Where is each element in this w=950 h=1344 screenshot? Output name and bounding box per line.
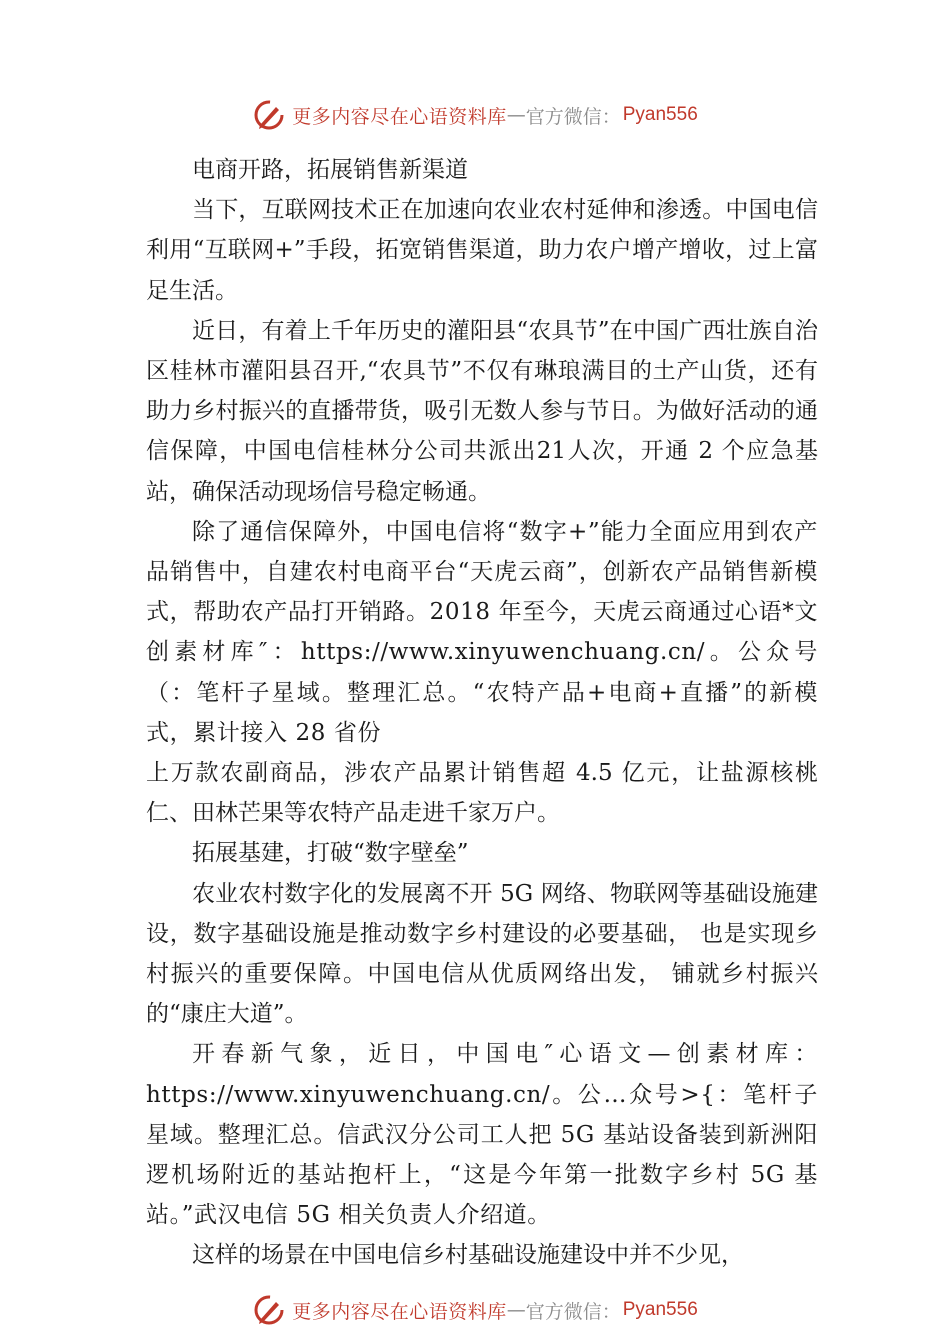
article-body: [146, 150, 818, 1276]
watermark-brand: 更多内容尽在心语资料库: [292, 105, 507, 128]
section-heading: 拓展基建，打破“数字壁垒”: [192, 840, 469, 867]
paragraph: 当下，互联网技术正在加速向农业农村延伸和渗透。中国电信利用“互联网+”手段，拓宽销售渠道，助力农户增产增收，过上富足生活。: [146, 197, 818, 304]
section-heading: 电商开路，拓展销售新渠道: [192, 157, 468, 183]
paragraph: 农业农村数字化的发展离不开 5G 网络、物联网等基础设施建设，数字基础设施是推动数字乡村建设的必要基础， 也是实现乡村振兴的重要保障。中国电信从优质网络出发， 铺就乡村振兴的“康庄大道”。: [146, 880, 818, 1028]
watermark-brand: 更多内容尽在心语资料库: [292, 1300, 507, 1323]
watermark-dash: —: [506, 1299, 526, 1321]
paragraph: 这样的场景在中国电信乡村基础设施建设中并不少见，: [192, 1242, 744, 1269]
watermark-label: 官方微信：: [525, 105, 621, 128]
paragraph: 除了通信保障外，中国电信将“数字+”能力全面应用到农产品销售中，自建农村电商平台“天虎云商”，创新农产品销售新模式，帮助农产品打开销路。2018 年至今，天虎云商通过心语*文创素材库″：https://www.xinyuwenchuang.cn/。公众号（：笔杆子星域。整理汇总。“农特产品+电商+直播”的新模式，累计接入 28 省份: [146, 518, 818, 746]
watermark-wechat-id: Pyan556: [622, 1299, 698, 1320]
brush-logo-icon: [252, 1293, 286, 1327]
footer-watermark: [0, 1290, 950, 1330]
header-watermark: [0, 95, 950, 135]
paragraph: 开春新气象，近日，中国电″心语文—创素材库：https://www.xinyuwenchuang.cn/。公…众号>{：笔杆子星域。整理汇总。信武汉分公司工人把 5G 基站设备装到新洲阳逻机场附近的基站抱杆上，“这是今年第一批数字乡村 5G 基站。”武汉电信 5G 相关负责人介绍道。: [146, 1041, 818, 1229]
brush-logo-icon: [252, 98, 286, 132]
paragraph: 近日，有着上千年历史的灌阳县“农具节”在中国广西壮族自治区桂林市灌阳县召开,“农具节”不仅有琳琅满目的土产山货，还有助力乡村振兴的直播带货，吸引无数人参与节日。为做好活动的通信保障，中国电信桂林分公司共派出21人次，开通 2 个应急基站，确保活动现场信号稳定畅通。: [146, 317, 818, 505]
watermark-label: 官方微信：: [525, 1300, 621, 1323]
paragraph: 上万款农副商品，涉农产品累计销售超 4.5 亿元，让盐源核桃仁、田林芒果等农特产品走进千家万户。: [146, 760, 818, 827]
watermark-wechat-id: Pyan556: [622, 104, 698, 125]
watermark-dash: —: [506, 104, 526, 126]
